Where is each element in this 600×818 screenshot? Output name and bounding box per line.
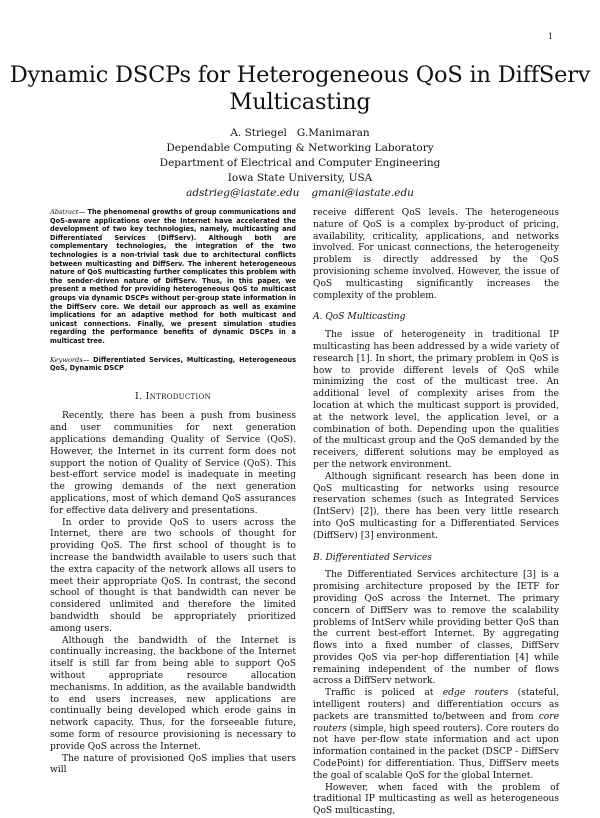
paragraph: The Differentiated Services architecture [3] is a promising architecture proposed by the IETF for providing QoS across the Internet. The primary concern of DiffServ was to remove the scalability problems of IntServ while providing better QoS than the current best-effort Internet. By aggregating flows into a fixed number of classes, DiffServ provides QoS via per-hop differentiation [4] while remaining independent of the number of flows across a DiffServ network. [313,570,559,687]
keywords-text: Differentiated Services, Multicasting, Heterogeneous QoS, Dynamic DSCP [50,355,297,373]
paragraph: Although significant research has been done in QoS multicasting for networks using resource reservation schemes (such as Integrated Services (IntServ) [2]), there has been very little research into QoS multicasting for a Differentiated Services (DiffServ) [3] environment. [313,471,559,541]
paragraph: However, when faced with the problem of traditional IP multicasting as well as heterogeneous QoS multicasting, [313,782,559,817]
keywords-label: Keywords— [50,355,90,364]
authors [0,126,600,141]
text-run: (simple, high speed routers). Core routers do not have per-flow state information and act upon information contained in the packet (DSCP - DiffServ CodePoint) for differentiation. Thus, DiffServ meets the goal of scalable QoS for the global Internet. [313,723,559,781]
author-2: G.Manimaran [296,127,370,139]
paper-header [0,62,600,201]
paper-title: Dynamic DSCPs for Heterogeneous QoS in DiffServ Multicasting [9,62,591,115]
right-column [313,208,559,818]
text-run: (stateful, intelligent routers) and differentiation occurs as packets are transmitted to/between and from [313,688,560,722]
section-heading-introduction: I. Introduction [134,390,211,402]
keywords [50,356,296,373]
affiliation-lab: Dependable Computing & Networking Laboratory [166,142,434,154]
subsection-heading-qos-multicasting: A. QoS Multicasting [313,312,406,323]
affiliation-dept: Department of Electrical and Computer Engineering [159,157,441,169]
abstract-label: Abstract— [50,208,86,216]
paragraph: The nature of provisioned QoS implies that users will [50,753,296,776]
paragraph: In order to provide QoS to users across the Internet, there are two schools of thought for providing QoS. The first school of thought is to increase the bandwidth available to users such that the extra capacity of the network allows all users to meet their appropriate QoS. In contrast, the second school of thought is that bandwidth can never be considered unlimited and therefore the limited bandwidth should be appropriately prioritized among users. [50,517,296,634]
subsection-heading-differentiated-services: B. Differentiated Services [313,552,432,563]
page-number: 1 [548,32,554,41]
paragraph-continuation: receive different QoS levels. The heterogeneous nature of QoS is a complex by-product of pricing, availability, criticality, applications, and networks involved. For unicast connections, the heterogeneity problem is directly addressed by the QoS provisioning scheme involved. However, the issue of QoS multicasting significantly increases the complexity of the problem. [313,208,559,301]
paragraph: Although the bandwidth of the Internet is continually increasing, the backbone of the Internet itself is still far from being able to support QoS without appropriate resource allocation mechanisms. In addition, as the available bandwidth to end users increases, new applications are continually being developed which erode gains in network capacity. Thus, for the forseeable future, some form of resource provisioning is necessary to provide QoS across the Internet. [50,635,296,752]
email-1: adstrieg@iastate.edu [186,187,300,199]
left-column [50,208,296,777]
paragraph [313,688,559,782]
email-2: gmani@iastate.edu [311,187,414,199]
abstract [50,208,296,346]
paragraph: Recently, there has been a push from business and user communities for next generation applications demanding Quality of Service (QoS). However, the Internet in its current form does not support the notion of Quality of Service (QoS). This best-effort service model is inadequate in meeting the growing demands of the next generation applications, most of which demand QoS assurances for effective data delivery and presentations. [50,411,296,516]
paragraph: The issue of heterogeneity in traditional IP multicasting has been addressed by a wide variety of research [1]. In short, the primary problem in QoS is how to provide different levels of QoS while minimizing the cost of the multicast tree. An additional level of complexity arises from the location at which the multicast support is provided, at the network level, the application level, or a combination of both. Depending upon the qualities of the multicast group and the QoS demanded by the receivers, different solutions may be employed as per the network environment. [313,330,559,470]
abstract-text: The phenomenal growths of group communications and QoS-aware applications over the Internet have accelerated the development of two key technologies, namely, multicasting and Differentiated Services (DiffServ). Although both are complementary technologies, the integration of the two technologies is a non-trivial task due to architectural conflicts between multicasting and DiffServ. The inherent heterogeneous nature of QoS multicasting further complicates this problem with the sender-driven nature of DiffServ. Thus, in this paper, we present a method for providing heterogeneous QoS to multicast groups via dynamic DSCPs without per-group state information in the DiffServ core. We detail our approach as well as examine implications for an adaptive method for both multicast and unicast connections. Finally, we present simulation studies regarding the performance benefits of dynamic DSCPs in a multicast tree. [50,208,296,345]
affiliation-univ: Iowa State University, USA [227,172,373,184]
emphasis-core-routers: core routers [313,711,559,734]
author-1: A. Striegel [230,127,287,139]
emails [0,186,600,201]
emphasis-edge-routers: edge routers [442,688,509,699]
text-run: Traffic is policed at [325,688,443,699]
